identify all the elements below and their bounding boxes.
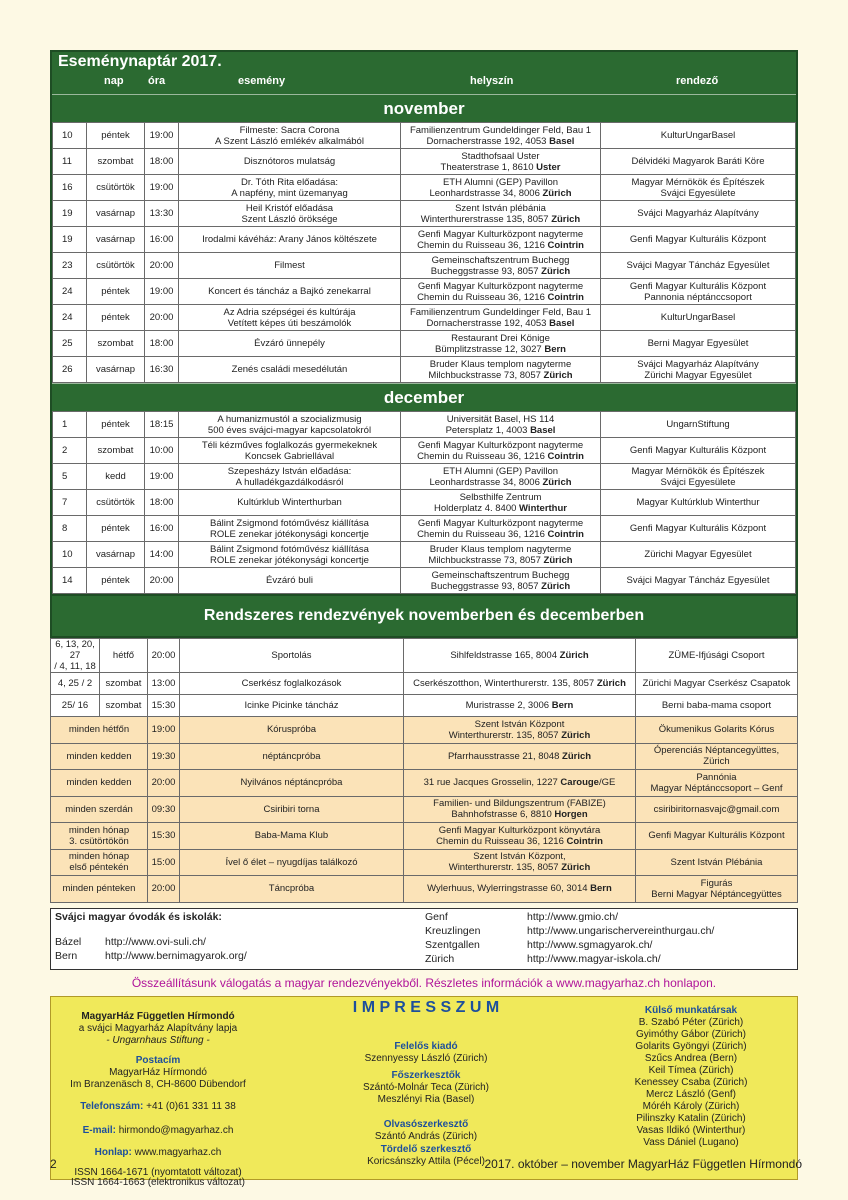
school-link[interactable]: http://www.gmio.ch/: [527, 910, 619, 923]
event-date: 2: [53, 438, 87, 464]
regular-event: Csiribiri torna: [180, 796, 404, 823]
regular-row: [51, 717, 798, 744]
location-cell: Sihlfeldstrasse 165, 8004 Zürich: [404, 639, 636, 673]
regular-event: Baba-Mama Klub: [180, 823, 404, 850]
location-cell: Familien- und Bildungszentrum (FABIZE) Bahnhofstrasse 6, 8810 Horgen: [404, 796, 636, 823]
event-name: Koncert és táncház a Bajkó zenekarral: [179, 279, 401, 305]
pub-sub: a svájci Magyarház Alapítvány lapja: [78, 1022, 238, 1034]
event-name: Dr. Tóth Rita előadása: A napfény, mint üzemanyag: [179, 175, 401, 201]
location-city: Basel: [549, 317, 575, 329]
location-city: Zürich: [542, 187, 572, 199]
event-row: [53, 331, 796, 357]
event-name: Az Adria szépségei és kultúrája Vetített képes úti beszámolók: [179, 305, 401, 331]
event-date: 16: [53, 175, 87, 201]
school-city: Genf: [425, 910, 448, 923]
location-city: Zürich: [543, 369, 573, 381]
email-line: [55, 1125, 261, 1137]
regular-organizer: Berni baba-mama csoport: [636, 695, 798, 717]
event-time: 19:00: [145, 279, 179, 305]
event-time: 16:00: [145, 227, 179, 253]
location-city: Cointrin: [547, 291, 584, 303]
location-city: Horgen: [554, 809, 588, 821]
event-organizer: Svájci Magyar Táncház Egyesület: [601, 253, 796, 279]
col-esemeny: esemény: [238, 75, 286, 87]
event-time: 16:30: [145, 357, 179, 383]
event-name: Kultúrklub Winterthurban: [179, 490, 401, 516]
regular-title: Rendszeres rendezvények novemberben és decemberben: [50, 596, 798, 638]
regular-time: 20:00: [148, 876, 180, 903]
location-city: Zürich: [541, 580, 571, 592]
location-cell: Genfi Magyar Kulturközpont könyvtára Chemin du Ruisseau 36, 1216 Cointrin: [404, 823, 636, 850]
location-cell: Restaurant Drei Könige Bümplitzstrasse 12, 3027 Bern: [401, 331, 601, 357]
phone-label: Telefonszám:: [80, 1100, 144, 1112]
event-row: [53, 438, 796, 464]
event-day: vasárnap: [87, 357, 145, 383]
event-name: Bálint Zsigmond fotóművész kiállítása ROLE zenekar jótékonysági koncertje: [179, 542, 401, 568]
regular-day: szombat: [100, 695, 148, 717]
location-cell: Szent István Központ, Winterthurerstr. 135, 8057 Zürich: [404, 849, 636, 876]
regular-time: 15:30: [148, 695, 180, 717]
location-cell: Bruder Klaus templom nagyterme Milchbuckstrasse 73, 8057 Zürich: [401, 357, 601, 383]
school-city: Kreuzlingen: [425, 924, 481, 937]
location-cell: Familienzentrum Gundeldinger Feld, Bau 1 Dornacherstrasse 192, 4053 Basel: [401, 305, 601, 331]
location-city: Bern: [544, 343, 566, 355]
event-day: csütörtök: [87, 175, 145, 201]
footer-issue: 2017. október – november MagyarHáz Független Hírmondó: [484, 1157, 802, 1171]
regular-row: [51, 695, 798, 717]
regular-row: [51, 743, 798, 770]
event-name: Évzáró buli: [179, 568, 401, 594]
school-link[interactable]: http://www.sgmagyarok.ch/: [527, 938, 653, 951]
regular-time: 20:00: [148, 639, 180, 673]
event-day: szombat: [87, 438, 145, 464]
event-time: 20:00: [145, 568, 179, 594]
event-organizer: Genfi Magyar Kulturális Központ: [601, 516, 796, 542]
regular-dates: 25/ 16: [51, 695, 100, 717]
foszerk-name: Meszlényi Ria (Basel): [377, 1093, 475, 1105]
regular-when: minden hónap 3. csütörtökön: [51, 823, 148, 850]
regular-row: [51, 796, 798, 823]
location-city: Cointrin: [547, 450, 584, 462]
schools-box: [50, 908, 798, 970]
event-time: 18:15: [145, 412, 179, 438]
kulso-label: Külső munkatársak: [644, 1004, 738, 1016]
regular-time: 15:30: [148, 823, 180, 850]
location-cell: Bruder Klaus templom nagyterme Milchbuckstrasse 73, 8057 Zürich: [401, 542, 601, 568]
school-link[interactable]: http://www.magyar-iskola.ch/: [527, 952, 661, 965]
event-time: 10:00: [145, 438, 179, 464]
contributor-name: Gyimóthy Gábor (Zürich): [635, 1028, 747, 1040]
regular-event: Ível ő élet – nyugdíjas találkozó: [180, 849, 404, 876]
event-date: 5: [53, 464, 87, 490]
location-city: Zürich: [543, 554, 573, 566]
event-name: Heil Kristóf előadása Szent László öröksége: [179, 201, 401, 227]
location-cell: 31 rue Jacques Grosselin, 1227 Carouge/GE: [404, 770, 636, 797]
location-city: Basel: [530, 424, 556, 436]
regular-day: szombat: [100, 673, 148, 695]
regular-when: minden szerdán: [51, 796, 148, 823]
web-value[interactable]: www.magyarhaz.ch: [131, 1146, 222, 1158]
event-row: [53, 175, 796, 201]
postacim-line: Im Branzenäsch 8, CH-8600 Dübendorf: [70, 1078, 246, 1090]
event-day: vasárnap: [87, 542, 145, 568]
web-label: Honlap:: [94, 1146, 132, 1158]
location-cell: Wylerhuus, Wylerringstrasse 60, 3014 Bern: [404, 876, 636, 903]
event-date: 7: [53, 490, 87, 516]
location-city: Zürich: [541, 265, 571, 277]
location-cell: Universität Basel, HS 114 Petersplatz 1, 4003 Basel: [401, 412, 601, 438]
contributor-name: Mercz László (Genf): [645, 1088, 737, 1100]
location-cell: Genfi Magyar Kulturközpont nagyterme Chemin du Ruisseau 36, 1216 Cointrin: [401, 279, 601, 305]
school-link[interactable]: http://www.bernimagyarok.org/: [105, 949, 247, 962]
olvaso-label: Olvasószerkesztő: [383, 1118, 469, 1130]
event-row: [53, 201, 796, 227]
school-city: Bern: [55, 949, 78, 962]
regular-row: [51, 770, 798, 797]
location-city: Carouge: [560, 777, 599, 789]
location-city: Zürich: [596, 678, 626, 689]
regular-organizer: csiribiritornasvajc@gmail.com: [636, 796, 798, 823]
event-time: 14:00: [145, 542, 179, 568]
regular-event: Kóruspróba: [180, 717, 404, 744]
event-date: 10: [53, 542, 87, 568]
event-organizer: UngarnStiftung: [601, 412, 796, 438]
event-calendar: [50, 50, 798, 596]
event-name: Zenés családi mesedélután: [179, 357, 401, 383]
page-number: 2: [50, 1157, 57, 1171]
regular-organizer: Szent István Plébánia: [636, 849, 798, 876]
regular-row: [51, 849, 798, 876]
event-day: szombat: [87, 149, 145, 175]
location-city: Cointrin: [547, 239, 584, 251]
event-organizer: Magyar Mérnökök és Építészek Svájci Egyesülete: [601, 175, 796, 201]
event-row: [53, 123, 796, 149]
regular-dates: 4, 25 / 2: [51, 673, 100, 695]
contributor-name: Golarits Gyöngyi (Zürich): [635, 1040, 747, 1052]
regular-event: Sportolás: [180, 639, 404, 673]
event-date: 19: [53, 201, 87, 227]
event-row: [53, 305, 796, 331]
regular-time: 20:00: [148, 770, 180, 797]
location-city: Bern: [590, 883, 612, 895]
event-row: [53, 516, 796, 542]
location-cell: Szent István Központ Winterthurerstr. 135, 8057 Zürich: [404, 717, 636, 744]
contributor-name: Móréh Károly (Zürich): [642, 1100, 740, 1112]
event-organizer: KulturUngarBasel: [601, 123, 796, 149]
postacim-line: MagyarHáz Hírmondó: [109, 1066, 207, 1078]
location-city: Bern: [551, 700, 574, 711]
event-row: [53, 357, 796, 383]
foszerk-name: Szántó-Molnár Teca (Zürich): [363, 1081, 489, 1093]
event-row: [53, 227, 796, 253]
event-date: 26: [53, 357, 87, 383]
calendar-title: Eseménynaptár 2017.: [58, 53, 222, 70]
event-date: 19: [53, 227, 87, 253]
regular-day: hétfő: [100, 639, 148, 673]
regular-event: Nyilvános néptáncpróba: [180, 770, 404, 797]
event-date: 24: [53, 305, 87, 331]
calendar-header: [52, 52, 796, 94]
postacim-label: Postacím: [135, 1054, 181, 1066]
location-city: Zürich: [562, 750, 592, 762]
regular-when: minden pénteken: [51, 876, 148, 903]
regular-time: 13:00: [148, 673, 180, 695]
location-cell: Cserkészotthon, Winterthurerstr. 135, 8057 Zürich: [404, 673, 636, 695]
regular-time: 19:00: [148, 717, 180, 744]
col-rendezo: rendező: [676, 75, 719, 87]
regular-organizer: Ökumenikus Golarits Kórus: [636, 717, 798, 744]
location-cell: Muristrasse 2, 3006 Bern: [404, 695, 636, 717]
event-day: péntek: [87, 305, 145, 331]
event-date: 23: [53, 253, 87, 279]
event-date: 24: [53, 279, 87, 305]
regular-dates: 6, 13, 20, 27 / 4, 11, 18: [51, 639, 100, 673]
event-day: péntek: [87, 123, 145, 149]
foszerk-label: Főszerkesztők: [391, 1069, 461, 1081]
event-time: 13:30: [145, 201, 179, 227]
location-city: Winterthur: [519, 502, 567, 514]
event-date: 1: [53, 412, 87, 438]
location-city: Zürich: [561, 729, 591, 741]
event-organizer: Svájci Magyarház Alapítvány: [601, 201, 796, 227]
kiado-name: Szennyessy László (Zürich): [364, 1052, 488, 1064]
location-cell: ETH Alumni (GEP) Pavillon Leonhardstrasse 34, 8006 Zürich: [401, 175, 601, 201]
event-day: kedd: [87, 464, 145, 490]
schools-title: Svájci magyar óvodák és iskolák:: [55, 910, 222, 923]
email-label: E-mail:: [82, 1124, 116, 1136]
event-date: 11: [53, 149, 87, 175]
regular-organizer: ZÜME-Ifjúsági Csoport: [636, 639, 798, 673]
contributor-name: Pilinszky Katalin (Zürich): [636, 1112, 746, 1124]
location-cell: ETH Alumni (GEP) Pavillon Leonhardstrasse 34, 8006 Zürich: [401, 464, 601, 490]
contributor-name: Szűcs Andrea (Bern): [644, 1052, 738, 1064]
event-organizer: Genfi Magyar Kulturális Központ Pannonia néptánccsoport: [601, 279, 796, 305]
month-december: december: [52, 383, 796, 411]
regular-organizer: Zürichi Magyar Cserkész Csapatok: [636, 673, 798, 695]
impresszum-box: [50, 996, 798, 1188]
regular-organizer: Figurás Berni Magyar Néptáncegyüttes: [636, 876, 798, 903]
event-day: péntek: [87, 516, 145, 542]
event-name: Irodalmi kávéház: Arany János költészete: [179, 227, 401, 253]
kiado-label: Felelős kiadó: [394, 1040, 458, 1052]
location-cell: Familienzentrum Gundeldinger Feld, Bau 1 Dornacherstrasse 192, 4053 Basel: [401, 123, 601, 149]
event-date: 8: [53, 516, 87, 542]
event-row: [53, 490, 796, 516]
location-cell: Gemeinschaftszentrum Buchegg Bucheggstrasse 93, 8057 Zürich: [401, 253, 601, 279]
event-day: szombat: [87, 331, 145, 357]
email-value[interactable]: hirmondo@magyarhaz.ch: [115, 1124, 234, 1136]
event-organizer: Svájci Magyarház Alapítvány Zürichi Magyar Egyesület: [601, 357, 796, 383]
regular-organizer: Óperenciás Néptancegyüttes, Zürich: [636, 743, 798, 770]
event-date: 14: [53, 568, 87, 594]
olvaso-name: Szántó András (Zürich): [374, 1130, 478, 1142]
col-ora: óra: [148, 75, 166, 87]
location-cell: Genfi Magyar Kulturközpont nagyterme Chemin du Ruisseau 36, 1216 Cointrin: [401, 516, 601, 542]
event-organizer: KulturUngarBasel: [601, 305, 796, 331]
contributor-name: Vasas Ildikó (Winterthur): [636, 1124, 746, 1136]
event-name: Filmest: [179, 253, 401, 279]
location-cell: Selbsthilfe Zentrum Holderplatz 4. 8400 Winterthur: [401, 490, 601, 516]
event-row: [53, 568, 796, 594]
event-day: péntek: [87, 412, 145, 438]
event-date: 10: [53, 123, 87, 149]
selection-note: Összeállításunk válogatás a magyar rendezvényekből. Részletes információk a www.magyarhaz.ch honlapon.: [131, 975, 717, 990]
event-name: Szepesházy István előadása: A hulladékgazdálkodásról: [179, 464, 401, 490]
phone-value: +41 (0)61 331 11 38: [143, 1100, 236, 1112]
regular-when: minden hétfőn: [51, 717, 148, 744]
event-name: Téli kézműves foglalkozás gyermekeknek Koncsek Gabriellával: [179, 438, 401, 464]
location-city: Zürich: [559, 650, 589, 661]
phone-line: [55, 1101, 261, 1113]
regular-organizer: Pannónia Magyar Néptánccsoport – Genf: [636, 770, 798, 797]
event-row: [53, 542, 796, 568]
location-city: Uster: [536, 161, 561, 173]
event-name: Filmeste: Sacra Corona A Szent László emlékév alkalmából: [179, 123, 401, 149]
event-row: [53, 149, 796, 175]
event-day: csütörtök: [87, 253, 145, 279]
col-helyszin: helyszín: [470, 75, 514, 87]
event-name: Évzáró ünnepély: [179, 331, 401, 357]
regular-row: [51, 876, 798, 903]
school-link[interactable]: http://www.ovi-suli.ch/: [105, 935, 206, 948]
regular-when: minden hónap első péntekén: [51, 849, 148, 876]
contributor-name: Kenessey Csaba (Zürich): [634, 1076, 748, 1088]
regular-event: Cserkész foglalkozások: [180, 673, 404, 695]
issn-print: ISSN 1664-1671 (nyomtatott változat): [74, 1166, 242, 1178]
location-city: Cointrin: [566, 835, 603, 847]
event-time: 18:00: [145, 331, 179, 357]
regular-time: 15:00: [148, 849, 180, 876]
regular-organizer: Genfi Magyar Kulturális Központ: [636, 823, 798, 850]
event-row: [53, 279, 796, 305]
location-city: Zürich: [551, 213, 581, 225]
contributor-name: Vass Dániel (Lugano): [643, 1136, 739, 1148]
school-city: Szentgallen: [425, 938, 480, 951]
location-cell: Genfi Magyar Kulturközpont nagyterme Chemin du Ruisseau 36, 1216 Cointrin: [401, 438, 601, 464]
regular-table: [50, 638, 798, 903]
event-time: 19:00: [145, 123, 179, 149]
location-city: Cointrin: [547, 528, 584, 540]
regular-event: néptáncpróba: [180, 743, 404, 770]
event-organizer: Magyar Mérnökök és Építészek Svájci Egyesülete: [601, 464, 796, 490]
event-organizer: Berni Magyar Egyesület: [601, 331, 796, 357]
event-name: Bálint Zsigmond fotóművész kiállítása ROLE zenekar jótékonysági koncertje: [179, 516, 401, 542]
event-day: vasárnap: [87, 201, 145, 227]
contributor-name: Keil Tímea (Zürich): [648, 1064, 734, 1076]
event-day: péntek: [87, 279, 145, 305]
location-cell: Szent István plébánia Winterthurerstrasse 135, 8057 Zürich: [401, 201, 601, 227]
event-organizer: Magyar Kultúrklub Winterthur: [601, 490, 796, 516]
event-row: [53, 253, 796, 279]
regular-row: [51, 639, 798, 673]
event-time: 19:00: [145, 464, 179, 490]
december-table: [52, 411, 796, 594]
event-row: [53, 464, 796, 490]
location-cell: Stadthofsaal Uster Theaterstrase 1, 8610 Uster: [401, 149, 601, 175]
event-organizer: Genfi Magyar Kulturális Központ: [601, 438, 796, 464]
location-cell: Pfarrhausstrasse 21, 8048 Zürich: [404, 743, 636, 770]
web-line: [55, 1147, 261, 1159]
regular-time: 09:30: [148, 796, 180, 823]
event-time: 18:00: [145, 490, 179, 516]
regular-event: Táncpróba: [180, 876, 404, 903]
event-organizer: Délvidéki Magyarok Baráti Köre: [601, 149, 796, 175]
event-row: [53, 412, 796, 438]
event-organizer: Zürichi Magyar Egyesület: [601, 542, 796, 568]
regular-row: [51, 673, 798, 695]
event-name: Disznótoros mulatság: [179, 149, 401, 175]
regular-row: [51, 823, 798, 850]
event-day: péntek: [87, 568, 145, 594]
school-link[interactable]: http://www.ungarischervereinthurgau.ch/: [527, 924, 715, 937]
event-time: 20:00: [145, 305, 179, 331]
event-day: csütörtök: [87, 490, 145, 516]
location-cell: Genfi Magyar Kulturközpont nagyterme Chemin du Ruisseau 36, 1216 Cointrin: [401, 227, 601, 253]
regular-when: minden kedden: [51, 770, 148, 797]
pub-name: MagyarHáz Független Hírmondó: [81, 1010, 235, 1022]
location-city: Basel: [549, 135, 575, 147]
month-november: november: [52, 94, 796, 122]
pub-sub2: - Ungarnhaus Stiftung -: [106, 1034, 210, 1046]
location-city: Zürich: [561, 862, 591, 874]
impresszum-title: I M P R E S S Z U M: [352, 998, 500, 1016]
location-cell: Gemeinschaftszentrum Buchegg Bucheggstrasse 93, 8057 Zürich: [401, 568, 601, 594]
tordelo-label: Tördelő szerkesztő: [380, 1143, 472, 1155]
kulso-list: [591, 1017, 791, 1149]
issn-online: ISSN 1664-1663 (elektronikus változat): [71, 1176, 245, 1188]
event-organizer: Svájci Magyar Táncház Egyesület: [601, 568, 796, 594]
col-nap: nap: [104, 75, 124, 87]
event-time: 18:00: [145, 149, 179, 175]
regular-when: minden kedden: [51, 743, 148, 770]
location-city: Zürich: [542, 476, 572, 488]
school-city: Zürich: [425, 952, 455, 965]
tordelo-name: Koricsánszky Attila (Pécel): [367, 1155, 485, 1167]
event-organizer: Genfi Magyar Kulturális Központ: [601, 227, 796, 253]
regular-event: Icinke Picinke táncház: [180, 695, 404, 717]
event-name: A humanizmustól a szocializmusig 500 éves svájci-magyar kapcsolatokról: [179, 412, 401, 438]
event-day: vasárnap: [87, 227, 145, 253]
event-time: 16:00: [145, 516, 179, 542]
november-table: [52, 122, 796, 383]
event-date: 25: [53, 331, 87, 357]
event-time: 20:00: [145, 253, 179, 279]
regular-time: 19:30: [148, 743, 180, 770]
contributor-name: B. Szabó Péter (Zürich): [638, 1016, 744, 1028]
event-time: 19:00: [145, 175, 179, 201]
school-city: Bázel: [55, 935, 82, 948]
